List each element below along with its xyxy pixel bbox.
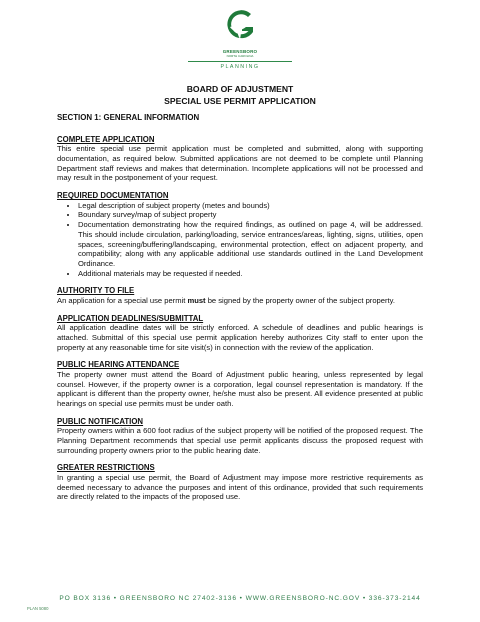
authority-text-end: be signed by the property owner of the subject property.: [205, 295, 395, 305]
form-code: PLAN 5080: [27, 606, 49, 611]
greensboro-logo: [0, 8, 480, 70]
notification-section: [57, 417, 423, 456]
deadlines-heading: APPLICATION DEADLINES/SUBMITTAL: [57, 313, 204, 323]
hearing-text: The property owner must attend the Board of Adjustment public hearing, unless represented by legal counsel. However, if the property owner is a corporation, legal counsel representation is mandatory. If the applicant is different than the property owner, he/she must also be present. All evidence presented at public hearings on special use permits must be under oath.: [57, 369, 423, 409]
authority-emphasis: must: [187, 295, 206, 305]
list-item: • Legal description of subject property (metes and bounds): [78, 201, 423, 211]
document-title: [0, 84, 480, 107]
deadlines-section: [57, 314, 423, 353]
required-documentation-section: [57, 191, 423, 278]
title-line-2: SPECIAL USE PERMIT APPLICATION: [164, 95, 316, 106]
complete-application-text: This entire special use permit application must be completed and submitted, along with supporting documentation, as required below. Submitted applications are not deemed to be complete until Planning Department staff reviews and makes that determination. Incomplete applications will not be processed and may result in the postponement of your request.: [57, 144, 423, 183]
logo-department: PLANNING: [220, 64, 260, 70]
deadlines-text: All application deadline dates will be strictly enforced. A schedule of deadlines and public hearings is attached. Submittal of this special use permit application hereby authorizes City staff to enter upon the property at any reasonable time for site visit(s) in connection with the review of the application.: [57, 323, 423, 352]
list-item: • Additional materials may be requested if needed.: [78, 269, 423, 279]
hearing-heading: PUBLIC HEARING ATTENDANCE: [57, 360, 180, 370]
authority-section: [57, 286, 423, 305]
hearing-section: [57, 360, 423, 408]
list-item: • Boundary survey/map of subject property: [78, 210, 423, 220]
list-item: • Documentation demonstrating how the required findings, as outlined on page 4, will be addressed. This should include circulation, parking/loading, service entrances/areas, lighting, signs, utilities, open spaces, screening/buffering/landscaping, environmental protection, effect on adjacent property, and compatibility; along with any applicable additional use standards outlined in the Land Development Ordinance.: [78, 220, 423, 269]
restrictions-text: In granting a special use permit, the Board of Adjustment may impose more restrictive requirements as deemed necessary to advance the purposes and intent of this ordinance, provided that such requirements are directly related to the impacts of the proposed use.: [57, 473, 423, 502]
authority-heading: AUTHORITY TO FILE: [57, 286, 135, 296]
title-line-1: BOARD OF ADJUSTMENT: [186, 84, 294, 94]
document-body: [57, 113, 423, 510]
restrictions-section: [57, 463, 423, 502]
notification-heading: PUBLIC NOTIFICATION: [57, 416, 144, 426]
section-title: SECTION 1: GENERAL INFORMATION: [57, 113, 200, 122]
restrictions-heading: GREATER RESTRICTIONS: [57, 463, 155, 473]
footer-contact: PO BOX 3136 • GREENSBORO NC 27402-3136 • WWW.GREENSBORO-NC.GOV • 336-373-2144: [59, 595, 421, 602]
greensboro-g-icon: [224, 8, 256, 48]
authority-text-start: An application for a special use permit: [57, 295, 188, 305]
required-documentation-list: [57, 201, 423, 279]
complete-application-heading: COMPLETE APPLICATION: [57, 134, 155, 144]
authority-text: [57, 296, 423, 306]
complete-application-section: [57, 135, 423, 183]
required-documentation-heading: REQUIRED DOCUMENTATION: [57, 191, 169, 201]
logo-city-name: GREENSBORO: [222, 49, 258, 54]
logo-divider: [188, 61, 292, 62]
notification-text: Property owners within a 600 foot radius of the subject property will be notified of the proposed request. The Planning Department recommends that special use permit applicants discuss the proposed request with surrounding property owners prior to the public hearing date.: [57, 426, 423, 455]
logo-state: NORTH CAROLINA: [226, 54, 254, 58]
